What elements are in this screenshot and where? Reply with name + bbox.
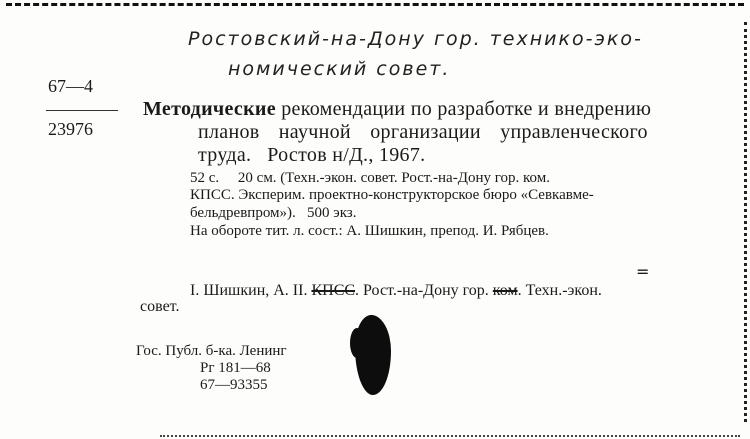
library-stamp-line-3: 67—93355 [200,377,268,393]
title-lead-word: Методические [143,98,276,120]
accession-number: 23976 [48,119,93,139]
handwritten-heading-line2: номический совет. [228,58,451,80]
card-right-edge [744,22,747,422]
struck-kpss: КПСС [311,282,356,299]
library-stamp-line-2: Рг 181—68 [200,360,271,376]
card-bottom-edge [160,435,740,437]
handwritten-heading-line1: Ростовский-на-Дону гор. технико-эко- [188,28,643,50]
title-line-1 [143,98,651,121]
description-line-2: КПСС. Эксперим. проектно-конструкторское бюро «Севкавме- [190,187,594,203]
library-stamp-line-1: Гос. Публ. б-ка. Ленинг [136,343,287,359]
card-top-edge [6,3,744,6]
struck-kom: ком [492,282,518,299]
description-line-3: бельдревпром»). 500 экз. [190,205,357,221]
classification-divider [46,110,118,111]
tracing-city: . Рост.-на-Дону гор. [355,282,493,299]
description-line-1: 52 с. 20 см. (Техн.-экон. совет. Рост.-на-Дону гор. ком. [190,170,550,186]
ink-blot-edge [350,328,364,358]
title-line-1-rest: рекомендации по разработке и внедрению [281,98,652,120]
tracings-line-2: совет. [140,298,180,315]
tracings-line-1 [190,282,602,300]
classification-code: 67—4 [48,76,93,96]
correction-mark: = [636,262,650,281]
title-line-2: планов научной организации управленческого [198,121,648,143]
tracing-org: . Техн.-экон. [517,282,602,299]
title-line-3: труда. Ростов н/Д., 1967. [198,144,426,166]
description-line-4: На обороте тит. л. сост.: А. Шишкин, препод. И. Рябцев. [190,223,549,239]
tracing-author: I. Шишкин, А. II. [190,282,312,299]
